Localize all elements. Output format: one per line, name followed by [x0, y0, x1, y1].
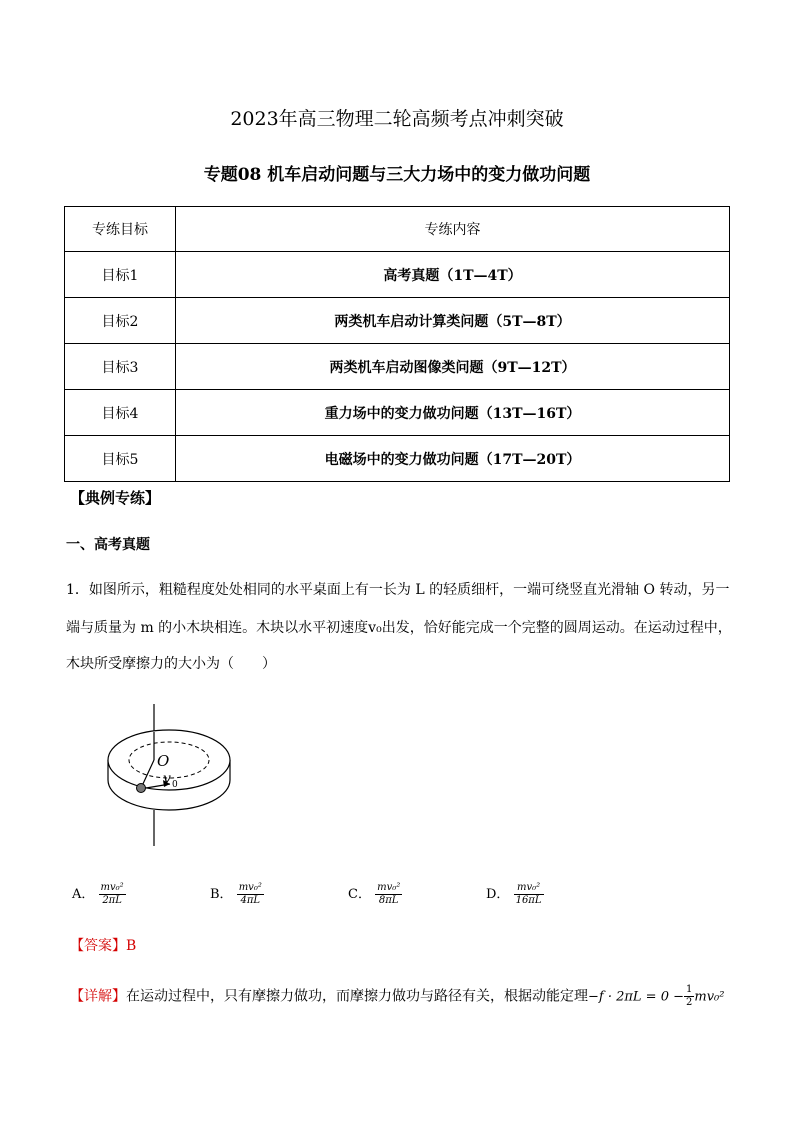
velocity-subscript: 0 [172, 780, 178, 790]
option-letter: D． [486, 887, 510, 902]
option-fraction: $\frac{\text{mv₀²}}{2\pi L}$ [100, 882, 124, 906]
table-cell-goal: 目标4 [65, 390, 176, 436]
axis-label-o: O [157, 752, 170, 770]
part-heading: 一、高考真题 [66, 537, 150, 553]
answer-label: 【答案】 [70, 938, 126, 954]
goals-table [64, 206, 730, 482]
option-letter: B． [210, 887, 233, 902]
table-row [65, 298, 730, 344]
section-heading: 【典例专练】 [70, 489, 161, 507]
detail-formula-fraction: $\frac{1}{2}$ [686, 984, 693, 1008]
table-cell-content: 高考真题（1T—4T） [176, 252, 730, 298]
answer-line [70, 936, 136, 956]
table-header-cell: 专练内容 [176, 207, 730, 252]
detail-text: 在运动过程中，只有摩擦力做功，而摩擦力做功与路径有关，根据动能定理 [126, 988, 588, 1005]
option-b[interactable] [210, 882, 264, 907]
rotating-disk-figure [100, 700, 240, 850]
option-fraction: $\frac{\text{mv₀²}}{8\pi L}$ [377, 882, 401, 906]
table-row [65, 344, 730, 390]
table-cell-content: 重力场中的变力做功问题（13T—16T） [176, 390, 730, 436]
option-d[interactable] [486, 882, 544, 907]
table-cell-content: 电磁场中的变力做功问题（17T—20T） [176, 436, 730, 482]
detail-formula-right: mv₀² [694, 989, 725, 1005]
option-a[interactable] [72, 882, 126, 907]
table-cell-goal: 目标2 [65, 298, 176, 344]
table-cell-goal: 目标3 [65, 344, 176, 390]
option-fraction: $\frac{\text{mv₀²}}{16\pi L}$ [515, 882, 542, 906]
question-line-1: 1．如图所示，粗糙程度处处相同的水平桌面上有一长为 L 的轻质细杆，一端可绕竖直光滑轴 O 转动，另一 [66, 582, 730, 598]
table-cell-goal: 目标5 [65, 436, 176, 482]
table-header-cell: 专练目标 [65, 207, 176, 252]
velocity-label: v [163, 771, 171, 787]
table-cell-goal: 目标1 [65, 252, 176, 298]
document-title: 2023年高三物理二轮高频考点冲刺突破 [230, 108, 564, 130]
detail-label: 【详解】 [70, 988, 126, 1005]
option-fraction: $\frac{\text{mv₀²}}{4\pi L}$ [238, 882, 262, 906]
detail-formula-left: −f · 2πL = 0 − [588, 989, 685, 1005]
detail-line [70, 984, 725, 1009]
option-c[interactable] [348, 882, 402, 907]
table-cell-content: 两类机车启动计算类问题（5T—8T） [176, 298, 730, 344]
option-letter: C． [348, 887, 371, 902]
option-letter: A． [72, 887, 95, 902]
table-row [65, 252, 730, 298]
answer-value: B [126, 938, 137, 954]
question-line-3: 木块所受摩擦力的大小为（ ） [66, 656, 276, 672]
question-line-2: 端与质量为 m 的小木块相连。木块以水平初速度v₀出发，恰好能完成一个完整的圆周运动。在运动过程中， [66, 620, 732, 636]
table-header-row [65, 207, 730, 252]
table-row [65, 436, 730, 482]
document-subtitle: 专题08 机车启动问题与三大力场中的变力做功问题 [203, 165, 591, 185]
table-row [65, 390, 730, 436]
table-cell-content: 两类机车启动图像类问题（9T—12T） [176, 344, 730, 390]
